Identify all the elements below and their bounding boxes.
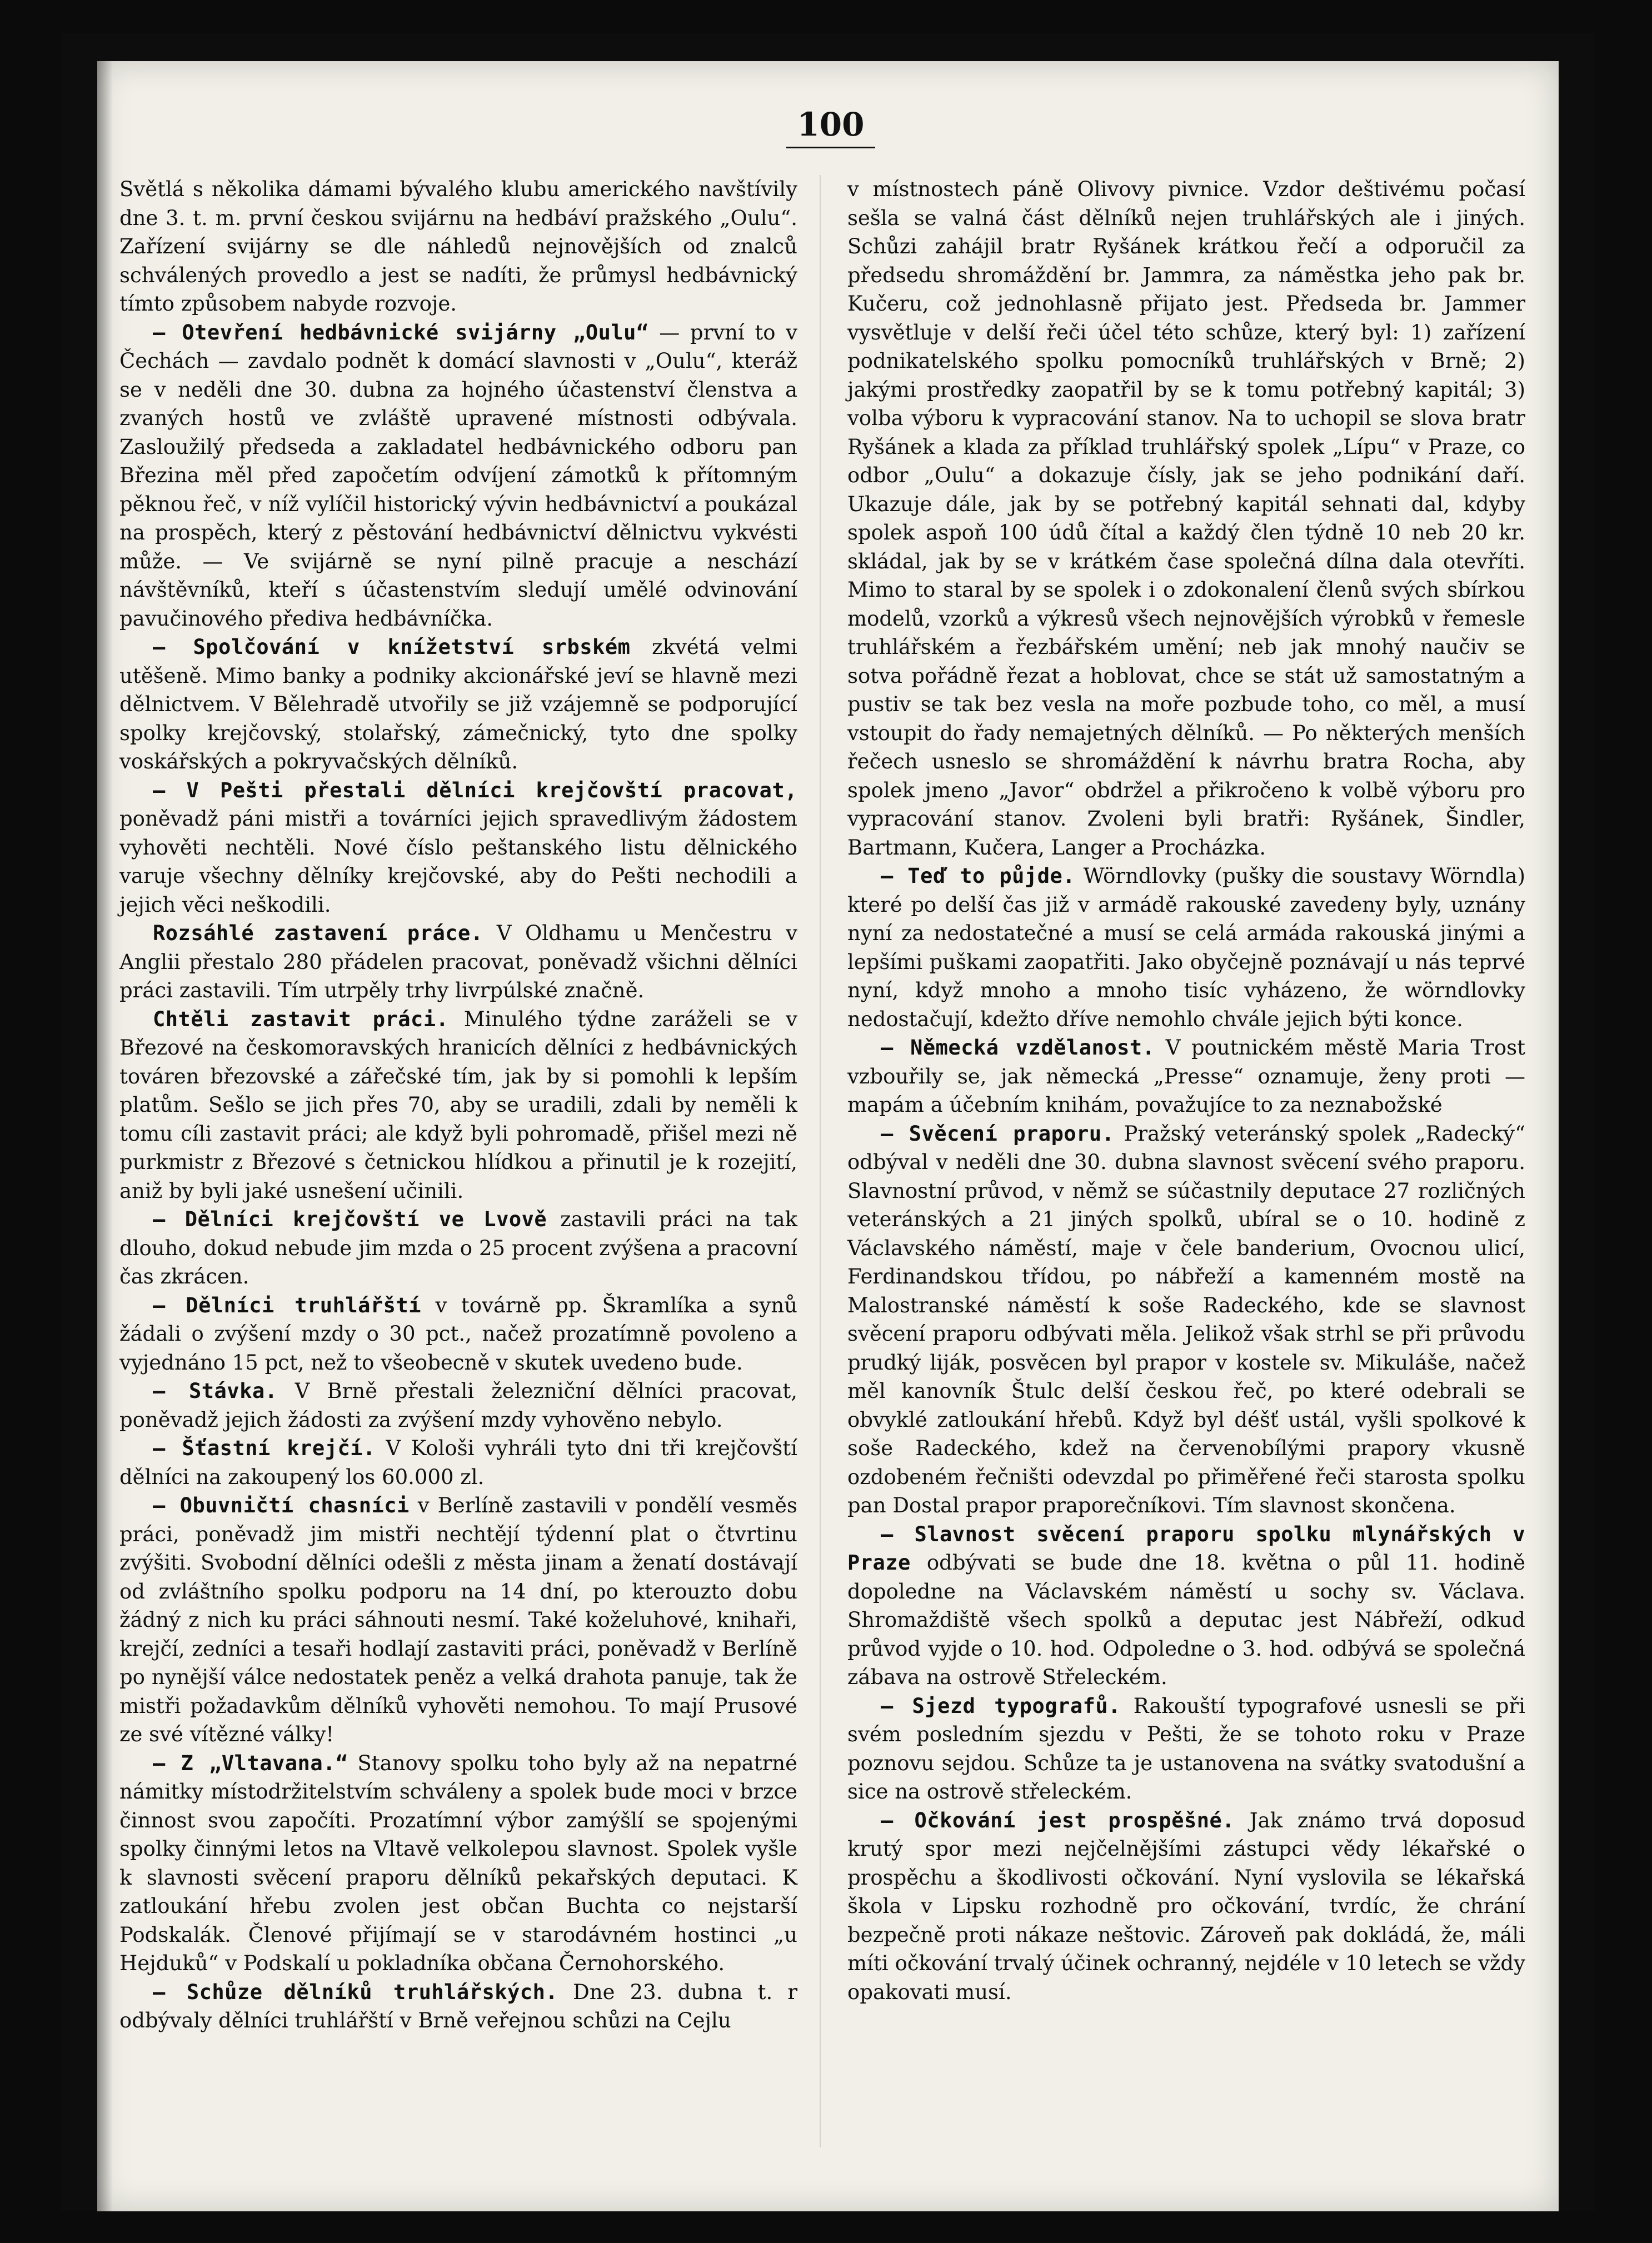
article-paragraph bbox=[119, 1749, 797, 1978]
article-text: V Brně přestali železniční dělníci pracovat, poněvadž jejich žádosti za zvýšení mzdy vyhověno nebylo. bbox=[119, 1379, 797, 1432]
article-text: Dne 23. dubna t. r odbývaly dělníci truhlářští v Brně veřejnou schůzi na Cejlu bbox=[119, 1980, 798, 2032]
article-text: v Berlíně zastavili v pondělí vesměs práci, poněvadž jim mistři nechtějí týdenní plat o čtvrtinu zvýšiti. Svobodní dělníci odešli z města jinam a ženatí dostávají od zvláštního spolku podporu na 14 dní, po kterouzto dobu žádný z nich ku práci sáhnouti nesmí. Také koželuhové, knihaři, krejčí, zedníci a tesaři hodlají zastaviti práci, poněvadž v Berlíně po nynější válce nedostatek peněz a velká drahota panuje, tak že mistři požadavkům dělníků vyhověti nemohou. To mají Prusové ze své vítězné války! bbox=[119, 1493, 797, 1746]
article-headline: — Dělníci krejčovští ve Lvově bbox=[153, 1207, 547, 1231]
article-text: zastavili práci na tak dlouho, dokud nebude jim mzda o 25 procent zvýšena a pracovní čas zkrácen. bbox=[119, 1207, 797, 1288]
article-paragraph bbox=[119, 776, 797, 920]
article-text: odbývati se bude dne 18. května o půl 11. hodině dopoledne na Václavském náměstí u sochy sv. Václava. Shromaždiště všech spolků a deputac jest Nábřeží, odkud průvod vyjde o 10. hod. Odpoledne o 3. hod. odbývá se společná zábava na ostrově Střeleckém. bbox=[847, 1551, 1525, 1689]
article-text: poněvadž páni mistři a továrníci jejich spravedlivým žádostem vyhověti nechtěli. Nové číslo peštanského listu dělnického varuje všechny dělníky krejčovské, aby do Pešti nechodili a jejich věci neškodili. bbox=[119, 807, 797, 917]
article-text: Pražský veteránský spolek „Radecký“ odbýval v neděli dne 30. dubna slavnost svěcení svého praporu. Slavnostní průvod, v němž se súčastnily deputace 27 rozličných veteránských a 21 jiných spolků, ubíral se o 10. hodině z Václavského náměstí, maje v čele banderium, Ovocnou ulicí, Ferdinandskou třídou, po nábřeží a kamenném mostě na Malostranské náměstí k soše Radeckého, kde se slavnost svěcení praporu odbývati měla. Jelikož však strhl se při průvodu prudký liják, posvěcen byl prapor v kostele sv. Mikuláše, načež měl kanovník Štulc delší českou řeč, po které odebrali se obvyklé zatloukání hřebů. Když byl déšť ustál, vyšli spolkové k soše Radeckého, kdež na červenobílými prapory vkusně ozdobeném řečništi odevzdal po přiměřené řeči starosta spolku pan Dostal prapor praporečníkovi. Tím slavnost skončena. bbox=[847, 1121, 1525, 1517]
article-paragraph bbox=[847, 1120, 1525, 1520]
article-text: v místnostech páně Olivovy pivnice. Vzdor deštivému počasí sešla se valná část dělníků nejen truhlářských ale i jiných. Schůzi zahájil bratr Ryšánek krátkou řečí a odporučil za předsedu shromáždění br. Jammra, za náměstka jeho pak br. Kučeru, což jednohlasně přijato jest. Předseda br. Jammer vysvětluje v delší řeči účel této schůze, který byl: 1) zařízení podnikatelského spolku pomocníků truhlářských v Brně; 2) jakými prostředky zaopatřil by se k tomu potřebný kapitál; 3) volba výboru k vypracování stanov. Na to uchopil se slova bratr Ryšánek a klada za příklad truhlářský spolek „Lípu“ v Praze, co odbor „Oulu“ a dokazuje čísly, jak se jeho podnikání daří. Ukazuje dále, jak by se potřebný kapitál sehnati dal, kdyby spolek aspoň 100 údů čítal a každý člen týdně 10 neb 20 kr. skládal, jak by se v krátkém čase společná dílna dala otevříti. Mimo to staral by se spolek i o zdokonalení členů svých sbírkou modelů, vzorků a výkresů všech nejnovějších výrobků v řemesle truhlářském a řezbářském umění; neb jak mnohý naučiv se sotva pořádně řezat a hoblovat, chce se stát už samostatným a pustiv se tak bez vesla na moře pozbude toho, co měl, a musí vstoupit do řady nemajetných dělníků. — Po některých menších řečech usneslo se shromáždění k návrhu bratra Rocha, aby spolek jmeno „Javor“ obdržel a přikročeno k volbě výboru pro vypracování stanov. Zvoleni byli bratři: Ryšánek, Šindler, Bartmann, Kučera, Langer a Procházka. bbox=[847, 177, 1525, 860]
article-headline: — Slavnost svěcení praporu spolku mlynářských v Praze bbox=[847, 1522, 1525, 1575]
article-headline: — Spolčování v knížetství srbském bbox=[153, 635, 631, 659]
article-paragraph bbox=[119, 919, 797, 1005]
article-headline: — Sjezd typografů. bbox=[881, 1694, 1121, 1718]
article-text: Wörndlovky (pušky die soustavy Wörndla) které po delší čas již v armádě rakouské zavedeny byly, uznány nyní za nedostatečné a musí se celá armáda rakouská jinými a lepšími puškami zaopatřiti. Jako obyčejně poznávají u nás teprvé nyní, když mnoho a mnoho tisíc vyházeno, že wörndlovky nedostačují, kdežto dříve nemohlo chvále jejich býti konce. bbox=[847, 864, 1526, 1031]
article-paragraph bbox=[119, 1491, 797, 1749]
article-text: V Oldhamu u Menčestru v Anglii přestalo 280 přádelen pracovat, poněvadž všichni dělníci práci zastavili. Tím utrpěly trhy livrpúlské značně. bbox=[119, 921, 797, 1002]
article-paragraph bbox=[119, 1291, 797, 1377]
right-column bbox=[847, 175, 1525, 2006]
article-paragraph bbox=[847, 862, 1525, 1033]
article-headline: — V Pešti přestali dělníci krejčovští pracovat, bbox=[153, 778, 797, 802]
article-paragraph bbox=[119, 633, 797, 776]
article-paragraph bbox=[119, 1205, 797, 1291]
article-text: v továrně pp. Škramlíka a synů žádali o zvýšení mzdy o 30 pct., načež prozatímně povoleno a vyjednáno 15 pct, než to všeobecně v skutek uvedeno bude. bbox=[119, 1293, 797, 1375]
article-text: Minulého týdne zaráželi se v Březové na českomoravských hranicích dělníci z hedbávnických továren březovské a zářečské tím, jak by si pomohli k lepším platům. Sešlo se jich přes 70, aby se uradili, zdali by neměli k tomu cíli zastavit práci; ale když byli pohromadě, přišel mezi ně purkmistr z Březové s četnickou hlídkou a přinutil je k rozejití, aniž by byli jaké usnešení učinili. bbox=[119, 1007, 797, 1203]
article-headline: — Z „Vltavana.“ bbox=[153, 1751, 348, 1775]
article-headline: — Německá vzdělanost. bbox=[881, 1036, 1155, 1060]
article-headline: — Teď to půjde. bbox=[881, 864, 1076, 888]
article-text: Rakouští typografové usnesli se při svém posledním sjezdu v Pešti, že se tohoto roku v Praze poznovu sejdou. Schůze ta je ustanovena na svátky svatodušní a sice na ostrově střeleckém. bbox=[847, 1694, 1526, 1804]
page-edge-shadow bbox=[97, 61, 113, 2211]
article-text: zkvétá velmi utěšeně. Mimo banky a podniky akcionářské jeví se hlavně mezi dělnictvem. V Bělehradě utvořily se již vzájemně se podporující spolky krejčovský, stolařský, zámečnický, tyto dne spolky voskářských a pokryvačských dělníků. bbox=[119, 635, 797, 773]
article-headline: Rozsáhlé zastavení práce. bbox=[153, 921, 483, 945]
article-paragraph bbox=[847, 1520, 1525, 1692]
article-paragraph bbox=[847, 1033, 1525, 1120]
article-paragraph bbox=[119, 175, 797, 318]
article-headline: — Otevření hedbávnické svijárny „Oulu“ bbox=[153, 320, 649, 344]
article-paragraph bbox=[119, 1005, 797, 1206]
article-paragraph bbox=[847, 1692, 1525, 1806]
newspaper-page bbox=[97, 61, 1559, 2211]
article-headline: — Svěcení praporu. bbox=[881, 1121, 1115, 1146]
article-text: Stanovy spolku toho byly až na nepatrné námitky místodržitelstvím schváleny a spolek bude moci v brzce činnost svou započíti. Prozatímní výbor zamýšlí se spojenými spolky činnými letos na Vltavě velkolepou slavnost. Spolek vyšle k slavnosti svěcení praporu dělníků pekařských deputaci. K zatloukání hřebu zvolen jest občan Buchta co nejstarší Podskalák. Členové přijímají se v starodávném hostinci „u Hejduků“ v Podskalí u pokladníka občana Černohorského. bbox=[119, 1751, 797, 1975]
article-headline: Chtěli zastavit práci. bbox=[153, 1007, 449, 1031]
page-number: 100 bbox=[786, 106, 875, 148]
column-divider bbox=[820, 175, 821, 2147]
article-paragraph bbox=[119, 1377, 797, 1434]
article-text: Jak známo trvá doposud krutý spor mezi nejčelnějšími zástupci vědy lékařské o prospěchu a škodlivosti očkování. Nyní vyslovila se lékařská škola v Lipsku rozhodně pro očkování, tvrdíc, že chrání bezpečně proti nákaze neštovic. Zároveň pak dokládá, že, máli míti očkování trvalý účinek ochranný, nejdéle v 10 letech se vždy opakovati musí. bbox=[847, 1808, 1525, 2004]
article-paragraph bbox=[119, 1434, 797, 1491]
article-headline: — Šťastní krejčí. bbox=[153, 1436, 376, 1460]
article-paragraph bbox=[119, 318, 797, 633]
article-paragraph bbox=[847, 175, 1525, 862]
article-paragraph bbox=[847, 1806, 1525, 2007]
article-text: Světlá s několika dámami bývalého klubu amerického navštívily dne 3. t. m. první českou svijárnu na hedbáví pražského „Oulu“. Zařízení svijárny se dle náhledů nejnovějších od znalců schválených provedlo a jest se nadíti, že průmysl hedbávnický tímto způsobem nabyde rozvoje. bbox=[119, 177, 797, 316]
article-headline: — Stávka. bbox=[153, 1379, 278, 1403]
article-headline: — Očkování jest prospěšné. bbox=[881, 1808, 1235, 1832]
article-headline: — Obuvničtí chasníci bbox=[153, 1493, 410, 1517]
article-headline: — Dělníci truhlářští bbox=[153, 1293, 422, 1317]
article-headline: — Schůze dělníků truhlářských. bbox=[153, 1980, 558, 2004]
article-text: V poutnickém městě Maria Trost vzbouřily se, jak německá „Presse“ oznamuje, ženy proti — mapám a účebním knihám, považujíce to za neznabožské bbox=[847, 1036, 1526, 1117]
article-paragraph bbox=[119, 1978, 797, 2035]
left-column bbox=[119, 175, 797, 2035]
article-text: — první to v Čechách — zavdalo podnět k domácí slavnosti v „Oulu“, kteráž se v neděli dne 30. dubna za hojného účastenství členstva a zvaných hostů ve zvláště upravené místnosti odbývala. Zasloužilý předseda a zakladatel hedbávnického odboru pan Březina měl před započetím odvíjení zámotků k přítomným pěknou řeč, v níž vylíčil historický vývin hedbávnictví a poukázal na prospěch, který z pěstování hedbávnictví dělnictvu vykvésti může. — Ve svijárně se nyní pilně pracuje a neschází návštěvníků, kteří s účastenstvím sledují umělé odvinování pavučinového předivа hedbávníčka. bbox=[119, 320, 798, 631]
article-text: V Kološi vyhráli tyto dni tři krejčovští dělníci na zakoupený los 60.000 zl. bbox=[119, 1436, 797, 1489]
